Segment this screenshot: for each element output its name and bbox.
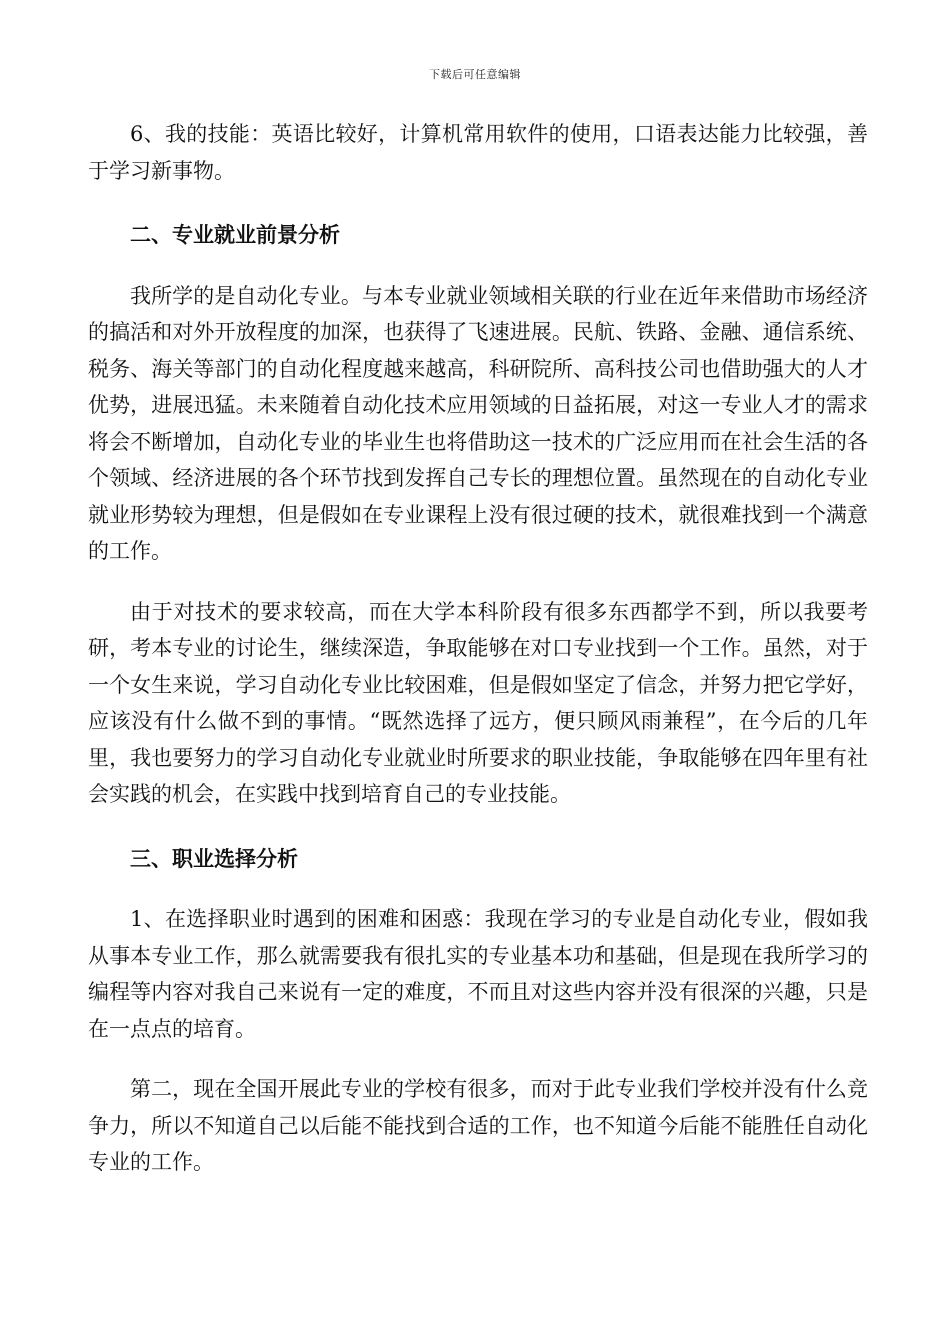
section-2-paragraph-1: 我所学的是自动化专业。与本专业就业领域相关联的行业在近年来借助市场经济的搞活和对外开放程度的加深，也获得了飞速进展。民航、铁路、金融、通信系统、税务、海关等部门的自动化程度越来越高，科研院所、高科技公司也借助强大的人才优势，进展迅猛。未来随着自动化技术应用领域的日益拓展，对这一专业人才的需求将会不断增加，自动化专业的毕业生也将借助这一技术的广泛应用而在社会生活的各个领域、经济进展的各个环节找到发挥自己专长的理想位置。虽然现在的自动化专业就业形势较为理想，但是假如在专业课程上没有很过硬的技术，就很难找到一个满意的工作。 xyxy=(88,283,868,563)
section-3-paragraph-2: 第二，现在全国开展此专业的学校有很多，而对于此专业我们学校并没有什么竞争力，所以不知道自己以后能不能找到合适的工作，也不知道今后能不能胜任自动化专业的工作。 xyxy=(88,1077,868,1174)
spacer xyxy=(88,877,868,901)
section-3-heading: 三、职业选择分析 xyxy=(130,845,298,871)
spacer xyxy=(88,254,868,278)
spacer xyxy=(88,570,868,594)
spacer xyxy=(88,189,868,217)
spacer xyxy=(88,813,868,841)
section-2-paragraph-2: 由于对技术的要求较高，而在大学本科阶段有很多东西都学不到，所以我要考研，考本专业的讨论生，继续深造，争取能够在对口专业找到一个工作。虽然，对于一个女生来说，学习自动化专业比较困难，但是假如坚定了信念，并努力把它学好，应该没有什么做不到的事情。“既然选择了远方，便只顾风雨兼程”，在今后的几年里，我也要努力的学习自动化专业就业时所要求的职业技能，争取能够在四年里有社会实践的机会，在实践中找到培育自己的专业技能。 xyxy=(88,599,868,806)
spacer xyxy=(88,1047,868,1071)
skills-paragraph: 6、我的技能：英语比较好，计算机常用软件的使用，口语表达能力比较强，善于学习新事物。 xyxy=(88,122,868,183)
section-2-heading: 二、专业就业前景分析 xyxy=(130,222,340,247)
section-3-paragraph-1: 1、在选择职业时遇到的困难和困惑：我现在学习的专业是自动化专业，假如我从事本专业工作，那么就需要我有很扎实的专业基本功和基础，但是现在我所学习的编程等内容对我自己来说有一定的难度，不而且对这些内容并没有很深的兴趣，只是在一点点的培育。 xyxy=(88,907,868,1041)
page-header-note: 下载后可任意编辑 xyxy=(429,68,521,81)
document-body xyxy=(88,116,868,1181)
